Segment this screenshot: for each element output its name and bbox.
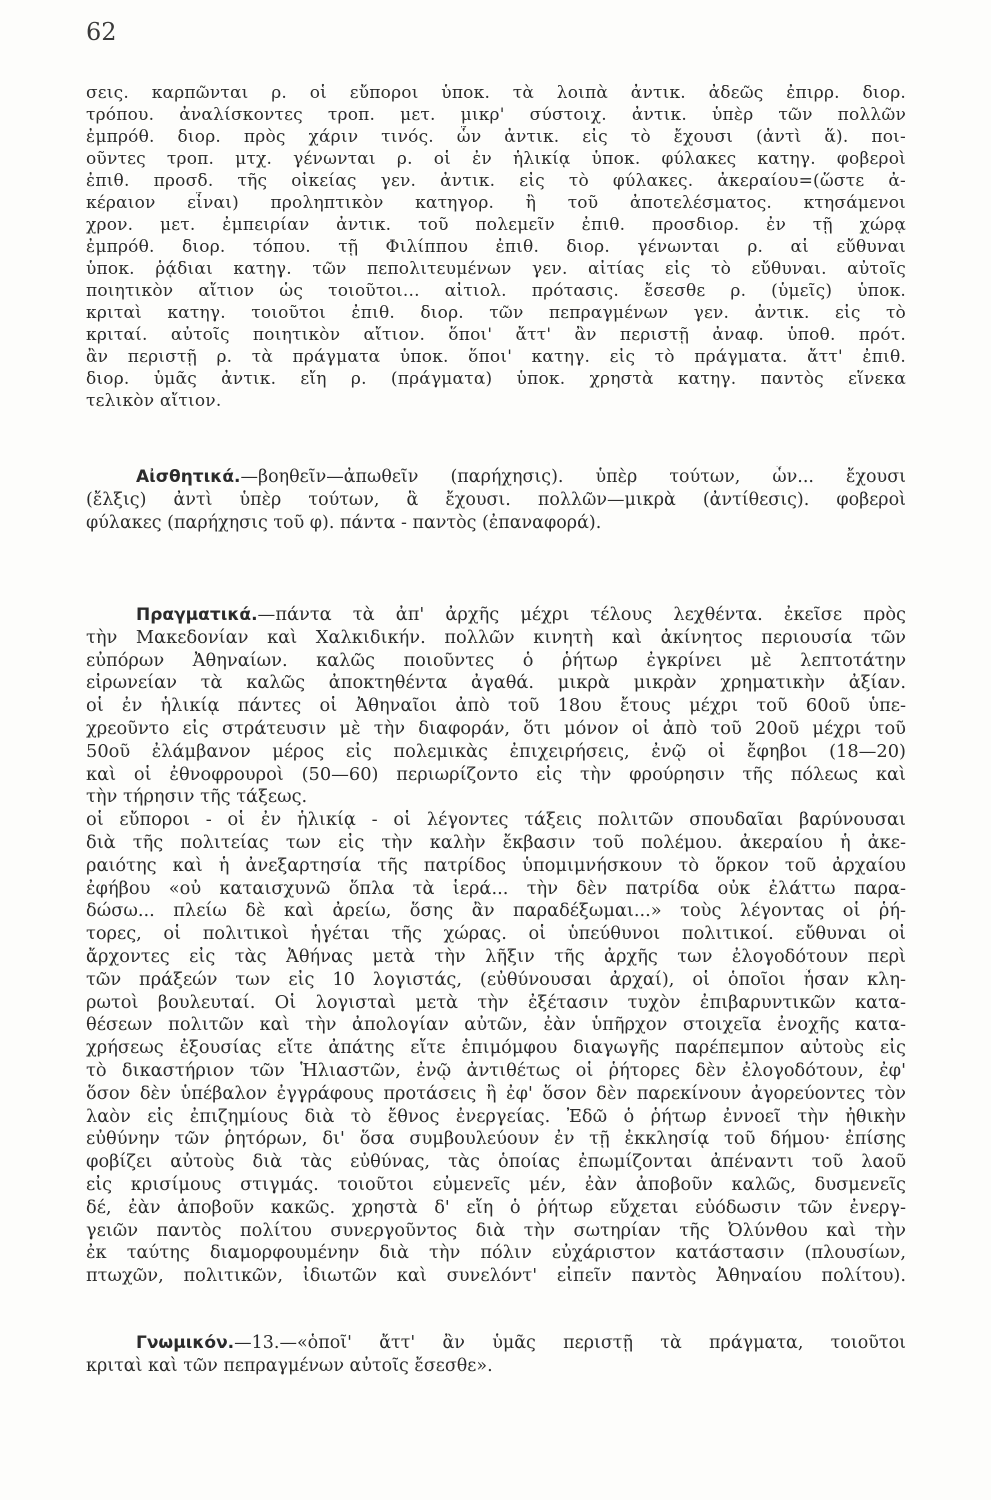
text-span: —13.—«ὁποῖ' ἄττ' ἂν ὑμᾶς περιστῇ τὰ πράγματα, τοιοῦτοι — [234, 1333, 906, 1353]
section-first-line — [86, 1332, 906, 1355]
text-line: κριταὶ καὶ τῶν πεπραγμένων αὐτοῖς ἔσεσθε». — [86, 1356, 493, 1376]
text-line: τὸ δικαστήριον τῶν Ἡλιαστῶν, ἐνῷ ἀντιθέτως οἱ ῥήτορες δὲν ἐλογοδότουν, ἐφ' — [86, 1059, 906, 1081]
text-line: ἐμπρόθ. διορ. πρὸς χάριν τινός. ὧν ἀντικ. εἰς τὸ ἔχουσι (ἀντὶ ἅ). ποι- — [86, 127, 906, 147]
section-first-line — [86, 604, 906, 627]
page-number: 62 — [86, 18, 117, 46]
text-line: ποιητικὸν αἴτιον ὡς τοιοῦτοι... αἰτιολ. πρότασις. ἔσεσθε ρ. (ὑμεῖς) ὑποκ. — [86, 281, 906, 301]
text-line: εἰς κρισίμους στιγμάς. τοιοῦτοι εὐμενεῖς μέν, ἐὰν ἀποβοῦν καλῶς, δυσμενεῖς — [86, 1173, 906, 1195]
text-line: ἄρχοντες εἰς τὰς Ἀθήνας μετὰ τὴν λῆξιν τῆς ἀρχῆς των ἐλογοδότουν περὶ — [86, 945, 906, 967]
text-line: λαὸν εἰς ἐπιζημίους διὰ τὸ ἔθνος ἐνεργείας. Ἐδῶ ὁ ῥήτωρ ἐννοεῖ τὴν ἠθικὴν — [86, 1105, 906, 1127]
aisthetika-section — [86, 466, 906, 535]
text-line: ρωτοὶ βουλευταί. Οἱ λογισταὶ μετὰ τὴν ἐξέτασιν τυχὸν ἐπιβαρυντικῶν κατα- — [86, 991, 906, 1013]
gnomikon-section — [86, 1332, 906, 1378]
text-line: ἐπιθ. προσδ. τῆς οἰκείας γεν. ἀντικ. εἰς τὸ φύλακες. ἀκεραίου=(ὥστε ἀ- — [86, 171, 906, 191]
text-line: οῦντες τροπ. μτχ. γένωνται ρ. οἱ ἐν ἡλικίᾳ ὑποκ. φύλακες κατηγ. φοβεροὶ — [86, 149, 906, 169]
text-line: κριταί. αὐτοῖς ποιητικὸν αἴτιον. ὅποι' ἄττ' ἂν περιστῇ ἀναφ. ὑποθ. πρότ. — [86, 325, 906, 345]
text-line: 50οῦ ἐλάμβανον μέρος εἰς πολεμικὰς ἐπιχειρήσεις, ἐνῷ οἱ ἔφηβοι (18—20) — [86, 740, 906, 762]
text-line: (ἔλξις) ἀντὶ ὑπὲρ τούτων, ἃ ἔχουσι. πολλῶν—μικρὰ (ἀντίθεσις). φοβεροὶ — [86, 490, 906, 510]
text-line: διὰ τῆς πολιτείας των εἰς τὴν καλὴν ἔκβασιν τοῦ πολέμου. ἀκεραίου ἡ ἀκε- — [86, 831, 906, 853]
text-line: τελικὸν αἴτιον. — [86, 391, 222, 411]
text-line: διορ. ὑμᾶς ἀντικ. εἴη ρ. (πράγματα) ὑποκ. χρηστὰ κατηγ. παντὸς εἵνεκα — [86, 369, 906, 389]
text-line: ἂν περιστῇ ρ. τὰ πράγματα ὑποκ. ὅποι' κατηγ. εἰς τὸ πράγματα. ἄττ' ἐπιθ. — [86, 347, 906, 367]
text-line: σεις. καρπῶνται ρ. οἱ εὔποροι ὑποκ. τὰ λοιπὰ ἀντικ. ἀδεῶς ἐπιρρ. διορ. — [86, 83, 906, 103]
text-line: δώσω... πλείω δὲ καὶ ἀρείω, ὅσης ἂν παραδέξωμαι...» τοὺς λέγοντας οἱ ῥή- — [86, 900, 906, 922]
text-line: εὐθύνην τῶν ῥητόρων, δι' ὅσα συμβουλεύουν ἐν τῇ ἐκκλησίᾳ τοῦ δήμου· ἐπίσης — [86, 1128, 906, 1150]
text-line: ραιότης καὶ ἡ ἀνεξαρτησία τῆς πατρίδος ὑπομιμνήσκουν τὸ ὅρκον τοῦ ἀρχαίου — [86, 854, 906, 876]
text-line: ἐκ ταύτης διαμορφουμένην διὰ τὴν πόλιν εὐχάριστον κατάστασιν (πλουσίων, — [86, 1242, 906, 1264]
text-line: εἰρωνείαν τὰ καλῶς ἀποκτηθέντα ἀγαθά. μικρὰ μικρὰν χρηματικὴν ἀξίαν. — [86, 672, 906, 694]
text-line: ἐμπρόθ. διορ. τόπου. τῇ Φιλίππου ἐπιθ. διορ. γένωνται ρ. αἱ εὔθυναι — [86, 237, 906, 257]
section-heading: Πραγματικά. — [136, 605, 258, 625]
text-line: καὶ οἱ ἐθνοφρουροὶ (50—60) περιωρίζοντο εἰς τὴν φρούρησιν τῆς πόλεως καὶ — [86, 763, 906, 785]
section-first-line — [86, 466, 906, 489]
section-heading: Αἰσθητικά. — [136, 467, 241, 487]
text-line: ἐφήβου «οὐ καταισχυνῶ ὅπλα τὰ ἱερά... τὴν δὲν πατρίδα οὐκ ἐλάττω παρα- — [86, 877, 906, 899]
text-line: χρήσεως ἐξουσίας εἴτε ἀπάτης εἴτε ἐπιμόμφου διαγωγῆς παρέπεμπον αὐτοὺς εἰς — [86, 1037, 906, 1059]
section-heading: Γνωμικόν. — [136, 1333, 235, 1353]
text-line: θέσεων πολιτῶν καὶ τὴν ἀπολογίαν αὐτῶν, ἐὰν ὑπῆρχον στοιχεῖα ἐνοχῆς κατα- — [86, 1014, 906, 1036]
text-span: —βοηθεῖν—ἀπωθεῖν (παρήχησις). ὑπὲρ τούτων, ὧν... ἔχουσι — [240, 467, 906, 487]
pragmatika-section — [86, 604, 906, 1288]
text-line: κριταὶ κατηγ. τοιοῦτοι ἐπιθ. διορ. τῶν πεπραγμένων γεν. ἀντικ. εἰς τὸ — [86, 303, 906, 323]
text-line: τὴν τήρησιν τῆς τάξεως. — [86, 786, 308, 808]
text-line: φύλακες (παρήχησις τοῦ φ). πάντα - παντὸς (ἐπαναφορά). — [86, 513, 602, 533]
text-line: δέ, ἐὰν ἀποβοῦν κακῶς. χρηστὰ δ' εἴη ὁ ῥήτωρ εὔχεται εὐόδωσιν τῶν ἐνεργ- — [86, 1196, 906, 1218]
text-line: πτωχῶν, πολιτικῶν, ἰδιωτῶν καὶ συνελόντ' εἰπεῖν παντὸς Ἀθηναίου πολίτου). — [86, 1265, 906, 1287]
text-line: οἱ ἐν ἡλικίᾳ πάντες οἱ Ἀθηναῖοι ἀπὸ τοῦ 18ου ἔτους μέχρι τοῦ 60οῦ ὑπε- — [86, 695, 906, 717]
text-line: τορες, οἱ πολιτικοὶ ἡγέται τῆς χώρας. οἱ ὑπεύθυνοι πολιτικοί. εὔθυναι οἱ — [86, 923, 906, 945]
text-line: χρεοῦντο εἰς στράτευσιν μὲ τὴν διαφοράν, ὅτι μόνον οἱ ἀπὸ τοῦ 20οῦ μέχρι τοῦ — [86, 717, 906, 739]
text-line: χρον. μετ. ἐμπειρίαν ἀντικ. τοῦ πολεμεῖν ἐπιθ. προσδιορ. ἐν τῇ χώρᾳ — [86, 215, 906, 235]
text-line: γειῶν παντὸς πολίτου συνεργοῦντος διὰ τὴν σωτηρίαν τῆς Ὀλύνθου καὶ τὴν — [86, 1219, 906, 1241]
text-line: ὅσον δὲν ὑπέβαλον ἐγγράφους προτάσεις ἢ ἐφ' ὅσον δὲν παρεκίνουν ἀγορεύοντες τὸν — [86, 1082, 906, 1104]
text-line: εὐπόρων Ἀθηναίων. καλῶς ποιοῦντες ὁ ῥήτωρ ἐγκρίνει μὲ λεπτοτάτην — [86, 649, 906, 671]
syntax-analysis-block — [86, 82, 906, 412]
text-line: τὴν Μακεδονίαν καὶ Χαλκιδικήν. πολλῶν κινητὴ καὶ ἀκίνητος περιουσία τῶν — [86, 626, 906, 648]
text-span: —πάντα τὰ ἀπ' ἀρχῆς μέχρι τέλους λεχθέντα. ἐκεῖσε πρὸς — [257, 604, 906, 625]
text-line: κέραιον εἶναι) προληπτικὸν κατηγορ. ἢ τοῦ ἀποτελέσματος. κτησάμενοι — [86, 193, 906, 213]
text-line: ὑποκ. ῥᾴδιαι κατηγ. τῶν πεπολιτευμένων γεν. αἰτίας εἰς τὸ εὔθυναι. αὐτοῖς — [86, 259, 906, 279]
text-line: οἱ εὔποροι - οἱ ἐν ἡλικίᾳ - οἱ λέγοντες τάξεις πολιτῶν σπουδαῖαι βαρύνουσαι — [86, 809, 906, 831]
text-line: φοβίζει αὐτοὺς διὰ τὰς εὐθύνας, τὰς ὁποίας ἐπωμίζονται ἀπέναντι τοῦ λαοῦ — [86, 1151, 906, 1173]
text-line: τῶν πράξεών των εἰς 10 λογιστάς, (εὐθύνουσαι ἀρχαί), οἱ ὁποῖοι ἦσαν κλη- — [86, 968, 906, 990]
text-line: τρόπου. ἀναλίσκοντες τροπ. μετ. μικρ' σύστοιχ. ἀντικ. ὑπὲρ τῶν πολλῶν — [86, 105, 906, 125]
